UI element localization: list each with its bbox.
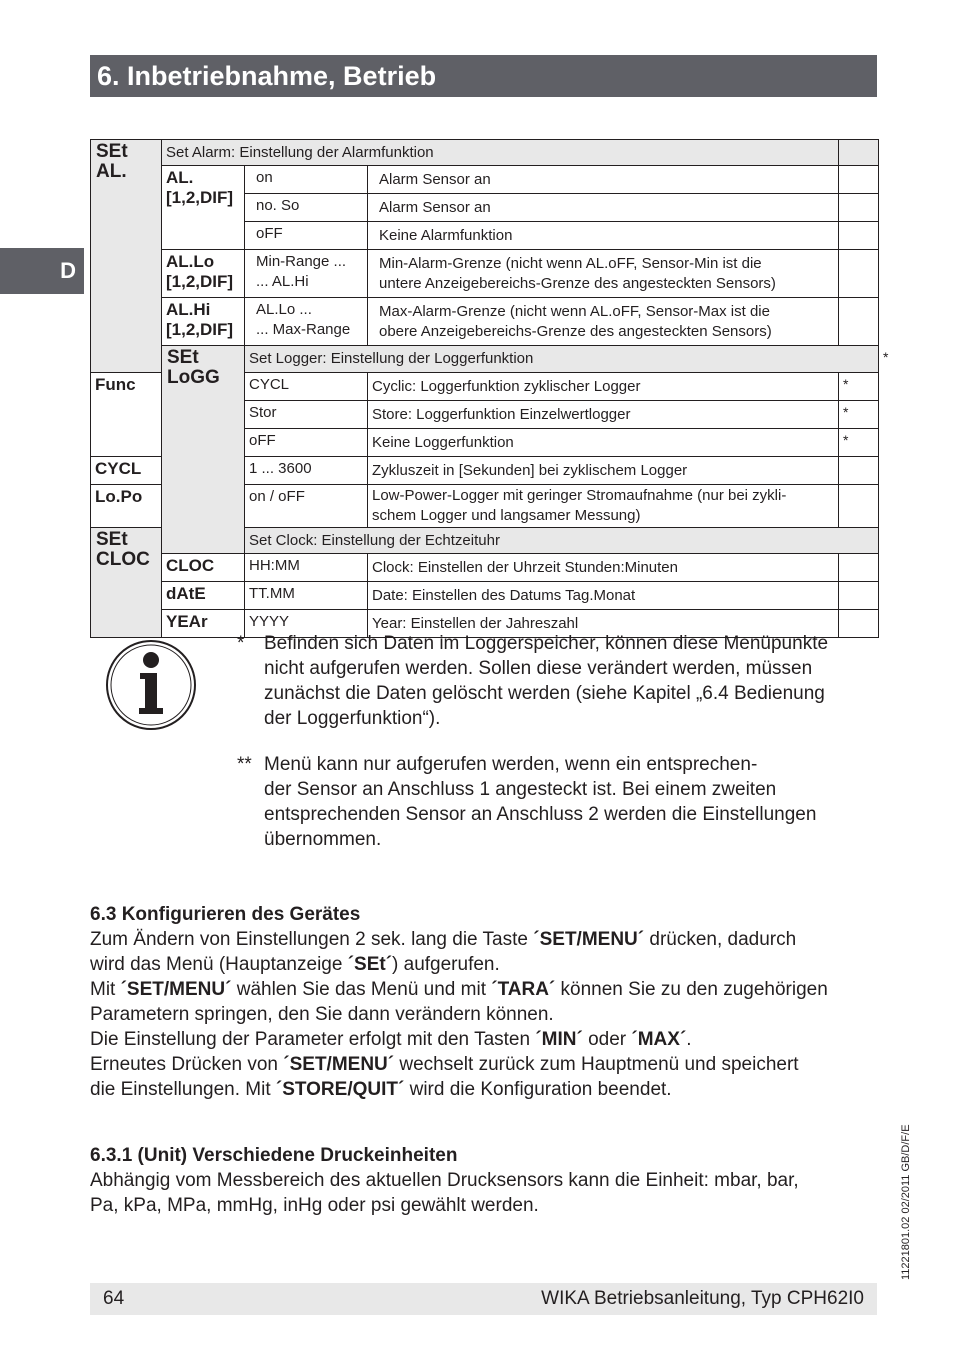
param-code: AL.Hi [1,2,DIF] xyxy=(162,298,245,346)
param-value: on xyxy=(245,166,368,194)
table-row xyxy=(91,166,879,194)
param-value: AL.Lo ... ... Max-Range xyxy=(245,298,368,346)
section-6-3-1 xyxy=(90,1143,877,1218)
paragraph: Pa, kPa, MPa, mmHg, inHg oder psi gewählt werden. xyxy=(90,1195,539,1216)
star-cell: * xyxy=(839,429,879,457)
group-header: Set Clock: Einstellung der Echtzeituhr xyxy=(245,528,879,554)
document-number: 11221801.02 02/2011 GB/D/F/E xyxy=(900,1124,912,1280)
param-value: Stor xyxy=(245,401,368,429)
paragraph: Abhängig vom Messbereich des aktuellen Drucksensors kann die Einheit: mbar, bar, xyxy=(90,1170,799,1191)
chapter-title: 6. Inbetriebnahme, Betrieb xyxy=(90,55,877,97)
star-cell xyxy=(839,457,879,485)
param-code: Func xyxy=(91,373,162,457)
paragraph: Die Einstellung der Parameter erfolgt mit den Tasten ´MIN´ oder ´MAX´. xyxy=(90,1029,692,1050)
param-desc: Keine Alarmfunktion xyxy=(368,222,839,250)
footnotes xyxy=(237,631,877,852)
param-desc: Store: Loggerfunktion Einzelwertlogger xyxy=(368,401,839,429)
table-row xyxy=(91,250,879,298)
footnote-mark: ** xyxy=(237,754,252,775)
param-value: Min-Range ... ... AL.Hi xyxy=(245,250,368,298)
section-6-3 xyxy=(90,902,877,1102)
param-value: HH:MM xyxy=(245,554,368,582)
param-desc: Keine Loggerfunktion xyxy=(368,429,839,457)
param-value: oFF xyxy=(245,429,368,457)
table-row xyxy=(91,298,879,346)
param-code: AL. [1,2,DIF] xyxy=(162,166,245,250)
star-cell xyxy=(839,166,879,194)
footnote-mark: * xyxy=(237,633,245,654)
star-cell xyxy=(839,140,879,166)
section-heading: 6.3.1 (Unit) Verschiedene Druckeinheiten xyxy=(90,1145,458,1166)
info-icon xyxy=(104,638,198,732)
group-clock: SEt CLOC xyxy=(91,528,162,638)
section-heading: 6.3 Konfigurieren des Gerätes xyxy=(90,904,361,925)
table-row: SEt LoGG Set Logger: Einstellung der Loggerfunktion * xyxy=(91,346,879,373)
param-value: no. So xyxy=(245,194,368,222)
group-header: Set Alarm: Einstellung der Alarmfunktion xyxy=(162,140,839,166)
paragraph: Mit ´SET/MENU´ wählen Sie das Menü und mit ´TARA´ können Sie zu den zugehörigen xyxy=(90,979,828,1000)
star-cell: * xyxy=(839,373,879,401)
param-desc: Max-Alarm-Grenze (nicht wenn AL.oFF, Sensor-Max ist die obere Anzeigebereichs-Grenze des angesteckten Sensors) xyxy=(368,298,839,346)
table-row xyxy=(91,554,879,582)
param-desc: Zykluszeit in [Sekunden] bei zyklischem Logger xyxy=(368,457,839,485)
param-code: dAtE xyxy=(162,582,245,610)
param-code: CLOC xyxy=(162,554,245,582)
star-cell xyxy=(839,554,879,582)
param-value: on / oFF xyxy=(245,485,368,528)
footer-title: WIKA Betriebsanleitung, Typ CPH62I0 xyxy=(541,1288,864,1309)
param-desc: Cyclic: Loggerfunktion zyklischer Logger xyxy=(368,373,839,401)
group-alarm: SEt AL. xyxy=(91,140,162,373)
group-logger: SEt LoGG xyxy=(162,346,245,554)
table-row xyxy=(91,140,879,166)
star-cell xyxy=(839,298,879,346)
param-code: AL.Lo [1,2,DIF] xyxy=(162,250,245,298)
paragraph: wird das Menü (Hauptanzeige ´SEt´) aufgerufen. xyxy=(90,954,500,975)
param-value: oFF xyxy=(245,222,368,250)
param-value: 1 ... 3600 xyxy=(245,457,368,485)
param-desc: Year: Einstellen der Jahreszahl xyxy=(368,610,839,638)
param-desc: Date: Einstellen des Datums Tag.Monat xyxy=(368,582,839,610)
language-tab: D xyxy=(0,248,84,294)
star-cell: * xyxy=(839,401,879,429)
param-code: YEAr xyxy=(162,610,245,638)
page-number: 64 xyxy=(103,1288,125,1309)
param-value: YYYY xyxy=(245,610,368,638)
param-value: CYCL xyxy=(245,373,368,401)
star-cell xyxy=(839,485,879,528)
star-cell xyxy=(839,582,879,610)
star-cell xyxy=(839,222,879,250)
group-header: Set Logger: Einstellung der Loggerfunktion xyxy=(245,346,879,373)
star-cell xyxy=(839,194,879,222)
param-code: Lo.Po xyxy=(91,485,162,528)
param-desc: Alarm Sensor an xyxy=(368,166,839,194)
param-code: CYCL xyxy=(91,457,162,485)
page-footer xyxy=(90,1283,877,1315)
footnote-sensor: ** Menü kann nur aufgerufen werden, wenn ein entsprechen- der Sensor an Anschluss 1 angesteckt ist. Bei einem zweiten entsprechenden Sensor an Anschluss 2 werden die Einstellungen übernommen. xyxy=(237,754,817,850)
star-cell xyxy=(839,250,879,298)
param-desc: Alarm Sensor an xyxy=(368,194,839,222)
param-value: TT.MM xyxy=(245,582,368,610)
footnote-logger: * Befinden sich Daten im Loggerspeicher, können diese Menüpunkte nicht aufgerufen werden. Sollen diese verändert werden, müssen zunächst die Daten gelöscht werden (siehe Kapitel „6.4 Bedienung der Loggerfunktion“). xyxy=(237,633,829,729)
param-desc: Clock: Einstellen der Uhrzeit Stunden:Minuten xyxy=(368,554,839,582)
paragraph: Erneutes Drücken von ´SET/MENU´ wechselt zurück zum Hauptmenü und speichert xyxy=(90,1054,799,1075)
paragraph: Zum Ändern von Einstellungen 2 sek. lang die Taste ´SET/MENU´ drücken, dadurch xyxy=(90,929,797,950)
paragraph: Parametern springen, den Sie dann verändern können. xyxy=(90,1004,554,1025)
table-row xyxy=(91,582,879,610)
param-desc: Low-Power-Logger mit geringer Stromaufnahme (nur bei zykli- schem Logger und langsamer Messung) xyxy=(368,485,839,528)
param-desc: Min-Alarm-Grenze (nicht wenn AL.oFF, Sensor-Min ist die untere Anzeigebereichs-Grenze des angesteckten Sensors) xyxy=(368,250,839,298)
menu-table xyxy=(90,139,889,638)
paragraph: die Einstellungen. Mit ´STORE/QUIT´ wird die Konfiguration beendet. xyxy=(90,1079,672,1100)
